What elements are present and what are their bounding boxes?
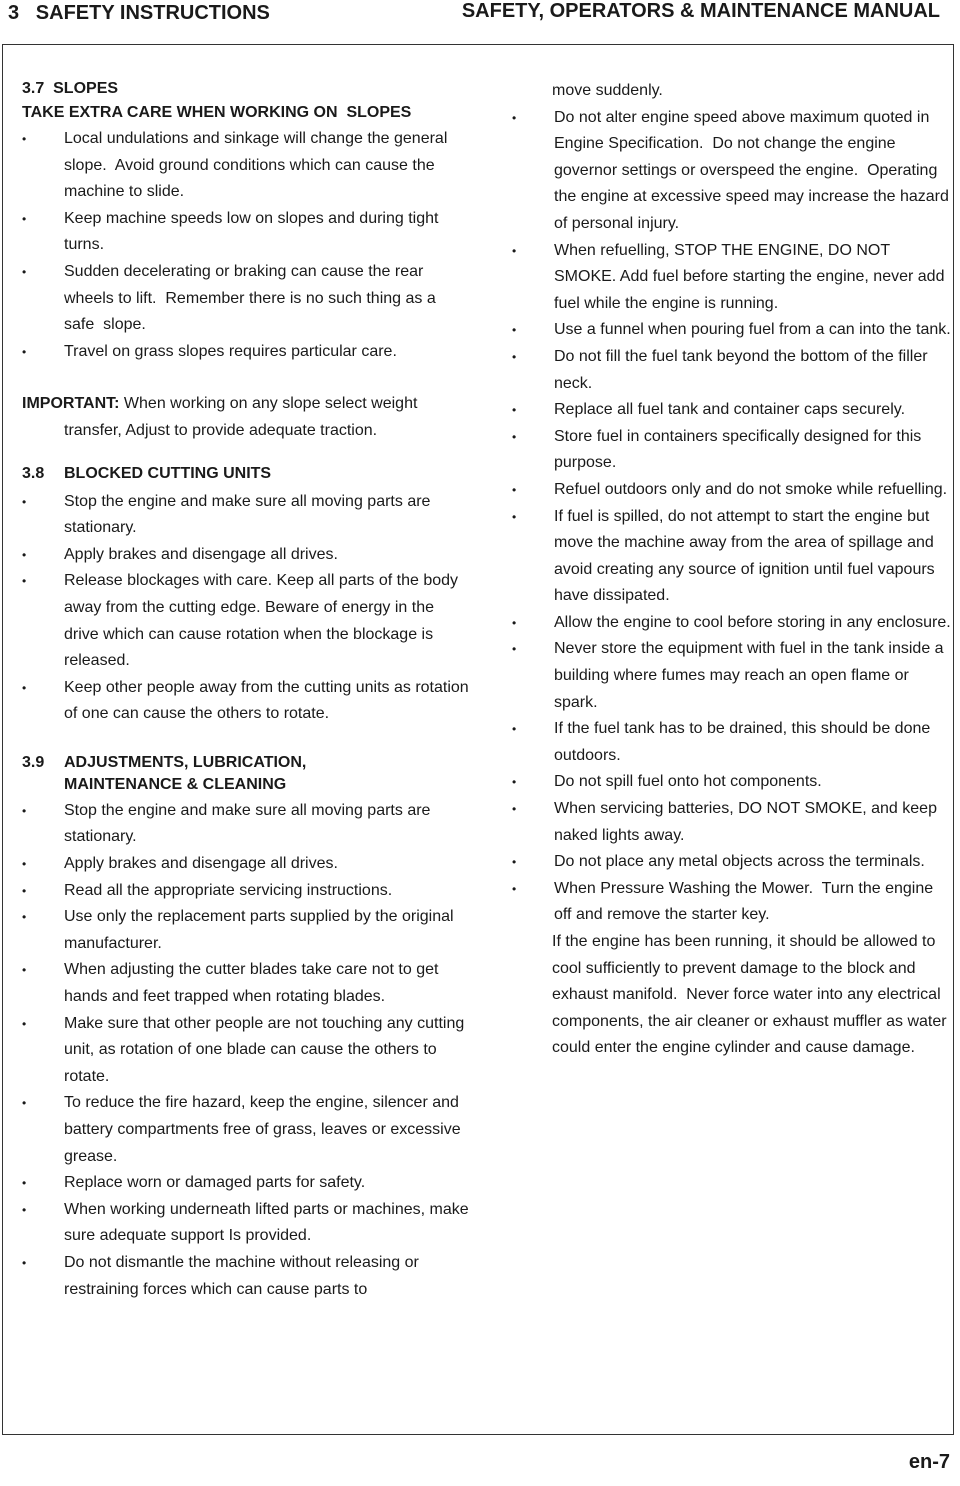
list-item: • When adjusting the cutter blades take care not to get hands and feet trapped when rotating blades. bbox=[22, 957, 472, 1010]
list-item: • Do not place any metal objects across the terminals. bbox=[512, 849, 952, 876]
list-item: • When servicing batteries, DO NOT SMOKE, and keep naked lights away. bbox=[512, 796, 952, 849]
important-label: IMPORTANT: bbox=[22, 395, 120, 413]
section-3-9-number: 3.9 bbox=[22, 753, 45, 771]
list-item: • Do not spill fuel onto hot components. bbox=[512, 769, 952, 796]
list-item: • Keep other people away from the cutting units as rotation of one can cause the others to rotate. bbox=[22, 675, 472, 728]
list-item: • When refuelling, STOP THE ENGINE, DO NOT SMOKE. Add fuel before starting the engine, never add fuel while the engine is running. bbox=[512, 238, 952, 318]
important-text: When working on any slope select weight transfer, Adjust to provide adequate traction. bbox=[64, 395, 418, 439]
section-3-9-heading bbox=[22, 752, 472, 796]
list-item: • Make sure that other people are not touching any cutting unit, as rotation of one blade can cause the others to rotate. bbox=[22, 1011, 472, 1091]
manual-title: SAFETY, OPERATORS & MAINTENANCE MANUAL bbox=[461, 0, 940, 22]
list-item: • When Pressure Washing the Mower. Turn the engine off and remove the starter key. bbox=[512, 876, 952, 929]
list-item: • Use only the replacement parts supplied by the original manufacturer. bbox=[22, 904, 472, 957]
page-number: en-7 bbox=[908, 1451, 950, 1473]
list-item: • Release blockages with care. Keep all parts of the body away from the cutting edge. Beware of energy in the drive which can cause rotation when the blockage is released. bbox=[22, 568, 472, 674]
page-header bbox=[0, 0, 960, 30]
section-3-8-number: 3.8 bbox=[22, 464, 45, 482]
list-item: • If the fuel tank has to be drained, this should be done outdoors. bbox=[512, 716, 952, 769]
continued-text: move suddenly. bbox=[552, 82, 663, 99]
list-item: • Do not alter engine speed above maximum quoted in Engine Specification. Do not change the engine governor settings or overspeed the engine. Operating the engine at excessive speed may increase the hazard of personal injury. bbox=[512, 105, 952, 238]
list-item: • Use a funnel when pouring fuel from a can into the tank. bbox=[512, 317, 952, 344]
list-item: • To reduce the fire hazard, keep the engine, silencer and battery compartments free of grass, leaves or excessive grease. bbox=[22, 1090, 472, 1170]
list-item: • Stop the engine and make sure all moving parts are stationary. bbox=[22, 798, 472, 851]
list-item: • Replace worn or damaged parts for safety. bbox=[22, 1170, 472, 1197]
section-3-7-title: 3.7 SLOPES bbox=[22, 80, 119, 97]
list-item: • When working underneath lifted parts or machines, make sure adequate support Is provided. bbox=[22, 1197, 472, 1250]
pressure-washing-note: If the engine has been running, it should be allowed to cool sufficiently to prevent damage to the block and exhaust manifold. Never force water into any electrical components, the air cleaner or exhaust muffler as water could enter the engine cylinder and cause damage. bbox=[552, 933, 952, 1057]
list-item: • Allow the engine to cool before storing in any enclosure. bbox=[512, 610, 952, 637]
list-item: • Refuel outdoors only and do not smoke while refuelling. bbox=[512, 477, 952, 504]
section-3-7-list bbox=[22, 126, 472, 365]
list-item: • Stop the engine and make sure all moving parts are stationary. bbox=[22, 489, 472, 542]
section-3-8-title: BLOCKED CUTTING UNITS bbox=[64, 464, 272, 482]
list-item: • Keep machine speeds low on slopes and during tight turns. bbox=[22, 206, 472, 259]
list-item: • Apply brakes and disengage all drives. bbox=[22, 851, 472, 878]
left-column bbox=[22, 78, 472, 1303]
list-item: • Never store the equipment with fuel in the tank inside a building where fumes may reach an open flame or spark. bbox=[512, 636, 952, 716]
section-3-8-list bbox=[22, 489, 472, 728]
section-3-7-subtitle: TAKE EXTRA CARE WHEN WORKING ON SLOPES bbox=[22, 104, 412, 121]
section-3-9-title: ADJUSTMENTS, LUBRICATION, MAINTENANCE & CLEANING bbox=[64, 753, 307, 793]
list-item: • Read all the appropriate servicing instructions. bbox=[22, 878, 472, 905]
section-3-8-heading bbox=[22, 463, 472, 485]
list-item: • Store fuel in containers specifically designed for this purpose. bbox=[512, 424, 952, 477]
list-item: • Do not dismantle the machine without releasing or restraining forces which can cause parts to bbox=[22, 1250, 472, 1303]
right-list bbox=[512, 105, 952, 929]
list-item: • Apply brakes and disengage all drives. bbox=[22, 542, 472, 569]
chapter-title: 3 SAFETY INSTRUCTIONS bbox=[8, 2, 270, 24]
list-item: • Sudden decelerating or braking can cause the rear wheels to lift. Remember there is no such thing as a safe slope. bbox=[22, 259, 472, 339]
list-item: • If fuel is spilled, do not attempt to start the engine but move the machine away from the area of spillage and avoid creating any source of ignition until fuel vapours have dissipated. bbox=[512, 504, 952, 610]
list-item: • Local undulations and sinkage will change the general slope. Avoid ground conditions which can cause the machine to slide. bbox=[22, 126, 472, 206]
section-3-9-list bbox=[22, 798, 472, 1303]
important-note bbox=[22, 391, 472, 444]
right-column bbox=[512, 78, 952, 1062]
list-item: • Replace all fuel tank and container caps securely. bbox=[512, 397, 952, 424]
list-item: • Travel on grass slopes requires particular care. bbox=[22, 339, 472, 366]
list-item: • Do not fill the fuel tank beyond the bottom of the filler neck. bbox=[512, 344, 952, 397]
